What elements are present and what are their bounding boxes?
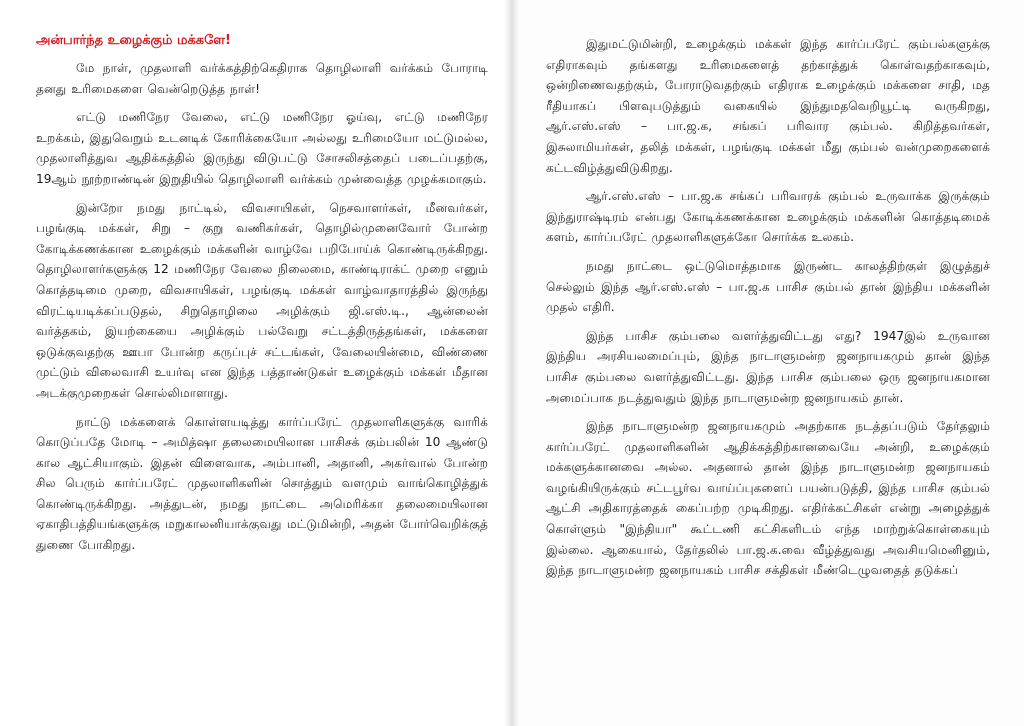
- paragraph: நமது நாட்டை ஒட்டுமொத்தமாக இருண்ட காலத்திற்குள் இழுத்துச் செல்லும் இந்த ஆர்.எஸ்.எஸ் – பா.ஜ.க பாசிச கும்பல் தான் இந்திய மக்களின் முதல் எதிரி.: [546, 258, 990, 315]
- paragraph: இந்த பாசிச கும்பலை வளர்த்துவிட்டது எது? 1947இல் உருவான இந்திய அரசியலமைப்பும், இந்த நாடாளுமன்ற ஜனநாயகமும் தான் இந்த பாசிச கும்பலை வளர்த்துவிட்டது. இந்த பாசிச கும்பலை ஒரு ஜனநாயகமான அமைப்பாக நடத்துவதும் இந்த நாடாளுமன்ற ஜனநாயகம் தான்.: [546, 328, 990, 405]
- paragraph: மே நாள், முதலாளி வர்க்கத்திற்கெதிராக தொழிலாளி வர்க்கம் போராடி தனது உரிமைகளை வென்றெடுத்த நாள்!: [36, 61, 488, 96]
- right-page: [512, 0, 1024, 726]
- paragraph: ஆர்.எஸ்.எஸ் – பா.ஜ.க சங்கப் பரிவாரக் கும்பல் உருவாக்க இருக்கும் இந்துராஷ்டிரம் என்பது கோடிக்கணக்கான உழைக்கும் மக்களின் கொத்தடிமைக் களம், கார்ப்பரேட் முதலாளிகளுக்கோ சொர்க்க உலகம்.: [546, 189, 990, 245]
- page-heading: அன்பார்ந்த உழைக்கும் மக்களே!: [36, 33, 231, 48]
- paragraph: இன்றோ நமது நாட்டில், விவசாயிகள், நெசவாளர்கள், மீனவர்கள், பழங்குடி மக்கள், சிறு – குறு வணிகர்கள், தொழில்முனைவோர் போன்ற கோடிக்கணக்கான உழைக்கும் மக்களின் வாழ்வே பறிபோய்க் கொண்டிருக்கிறது. தொழிலாளர்களுக்கு 12 மணிநேர வேலை நிலைமை, காண்டிராக்ட் முறை எனும் கொத்தடிமை முறை, விவசாயிகள், பழங்குடி மக்கள் வாழ்வாதாரத்தில் இருந்து விரட்டியடிக்கப்படுதல், சிறுதொழிலை அழிக்கும் ஜி.எஸ்.டி., ஆன்லைன் வர்த்தகம், இயற்கையை அழிக்கும் பல்வேறு சட்டத்திருத்தங்கள், மக்களை ஒடுக்குவதற்கு ஊபா போன்ற கருப்புச் சட்டங்கள், வேலையின்மை, விண்ணை முட்டும் விலைவாசி உயர்வு என இந்த பத்தாண்டுகள் உழைக்கும் மக்கள் மீதான அடக்குமுறைகள் சொல்லிமாளாது.: [36, 200, 488, 400]
- paragraph: இந்த நாடாளுமன்ற ஜனநாயகமும் அதற்காக நடத்தப்படும் தேர்தலும் கார்ப்பரேட் முதலாளிகளின் ஆதிக்கத்திற்கானவையே அன்றி, உழைக்கும் மக்களுக்கானவை அல்ல. அதனால் தான் இந்த நாடாளுமன்ற ஜனநாயகம் வழங்கியிருக்கும் சட்டபூர்வ வாய்ப்புகளைப் பயன்படுத்தி, இந்த பாசிச கும்பல் ஆட்சி அதிகாரத்தைக் கைப்பற்ற முடிகிறது. எதிர்க்கட்சிகள் என்று அழைத்துக் கொள்ளும் "இந்தியா" கூட்டணி கட்சிகளிடம் எந்த மாற்றுக்கொள்கையும் இல்லை. ஆகையால், தேர்தலில் பா.ஜ.க.வை வீழ்த்துவது அவசியமெனினும், இந்த நாடாளுமன்ற ஜனநாயகம் பாசிச சக்திகள் மீண்டெழுவதைத் தடுக்கப்: [546, 419, 990, 578]
- paragraph: நாட்டு மக்களைக் கொள்ளயடித்து கார்ப்பரேட் முதலாளிகளுக்கு வாரிக் கொடுப்பதே மோடி – அமித்ஷா தலைமையிலான பாசிசக் கும்பலின் 10 ஆண்டு கால ஆட்சியாகும். இதன் விளைவாக, அம்பானி, அதானி, அகர்வால் போன்ற சில பெரும் கார்ப்பரேட் முதலாளிகளின் சொத்தும் வளமும் வாங்கொழித்துக் கொண்டிருக்கிறது. அத்துடன், நமது நாட்டை அமெரிக்கா தலைமையிலான ஏகாதிபத்தியங்களுக்கு மறுகாலனியாக்குவது மட்டுமின்றி, அதன் போர்வெறிக்குத் துணை போகிறது.: [36, 414, 488, 553]
- paragraph: இதுமட்டுமின்றி, உழைக்கும் மக்கள் இந்த கார்ப்பரேட் கும்பல்களுக்கு எதிராகவும் தங்களது உரிமைகளைத் தற்காத்துக் கொள்வதற்காகவும், ஒன்றிணைவதற்கும், போராடுவதற்கும் எதிராக உழைக்கும் மக்களை சாதி, மத ரீதியாகப் பிளவுபடுத்தும் வகையில் இந்துமதவெறியூட்டி வருகிறது, ஆர்.எஸ்.எஸ் – பா.ஜ.க, சங்கப் பரிவார கும்பல். கிறித்தவர்கள், இசுலாமியர்கள், தலித் மக்கள், பழங்குடி மக்கள் மீது கும்பல் வன்முறைகளைக் கட்டவிழ்த்துவிடுகிறது.: [546, 37, 990, 175]
- paragraph: எட்டு மணிநேர வேலை, எட்டு மணிநேர ஓய்வு, எட்டு மணிநேர உறக்கம், இதுவெறும் உடனடிக் கோரிக்கையோ அல்லது உரிமையோ மட்டுமல்ல, முதலாளித்துவ ஆதிக்கத்தில் இருந்து விடுபட்டு சோசலிசத்தைப் படைப்பதற்கு, 19ஆம் நூற்றாண்டின் இறுதியில் தொழிலாளி வர்க்கம் முன்வைத்த முழக்கமாகும்.: [36, 110, 488, 186]
